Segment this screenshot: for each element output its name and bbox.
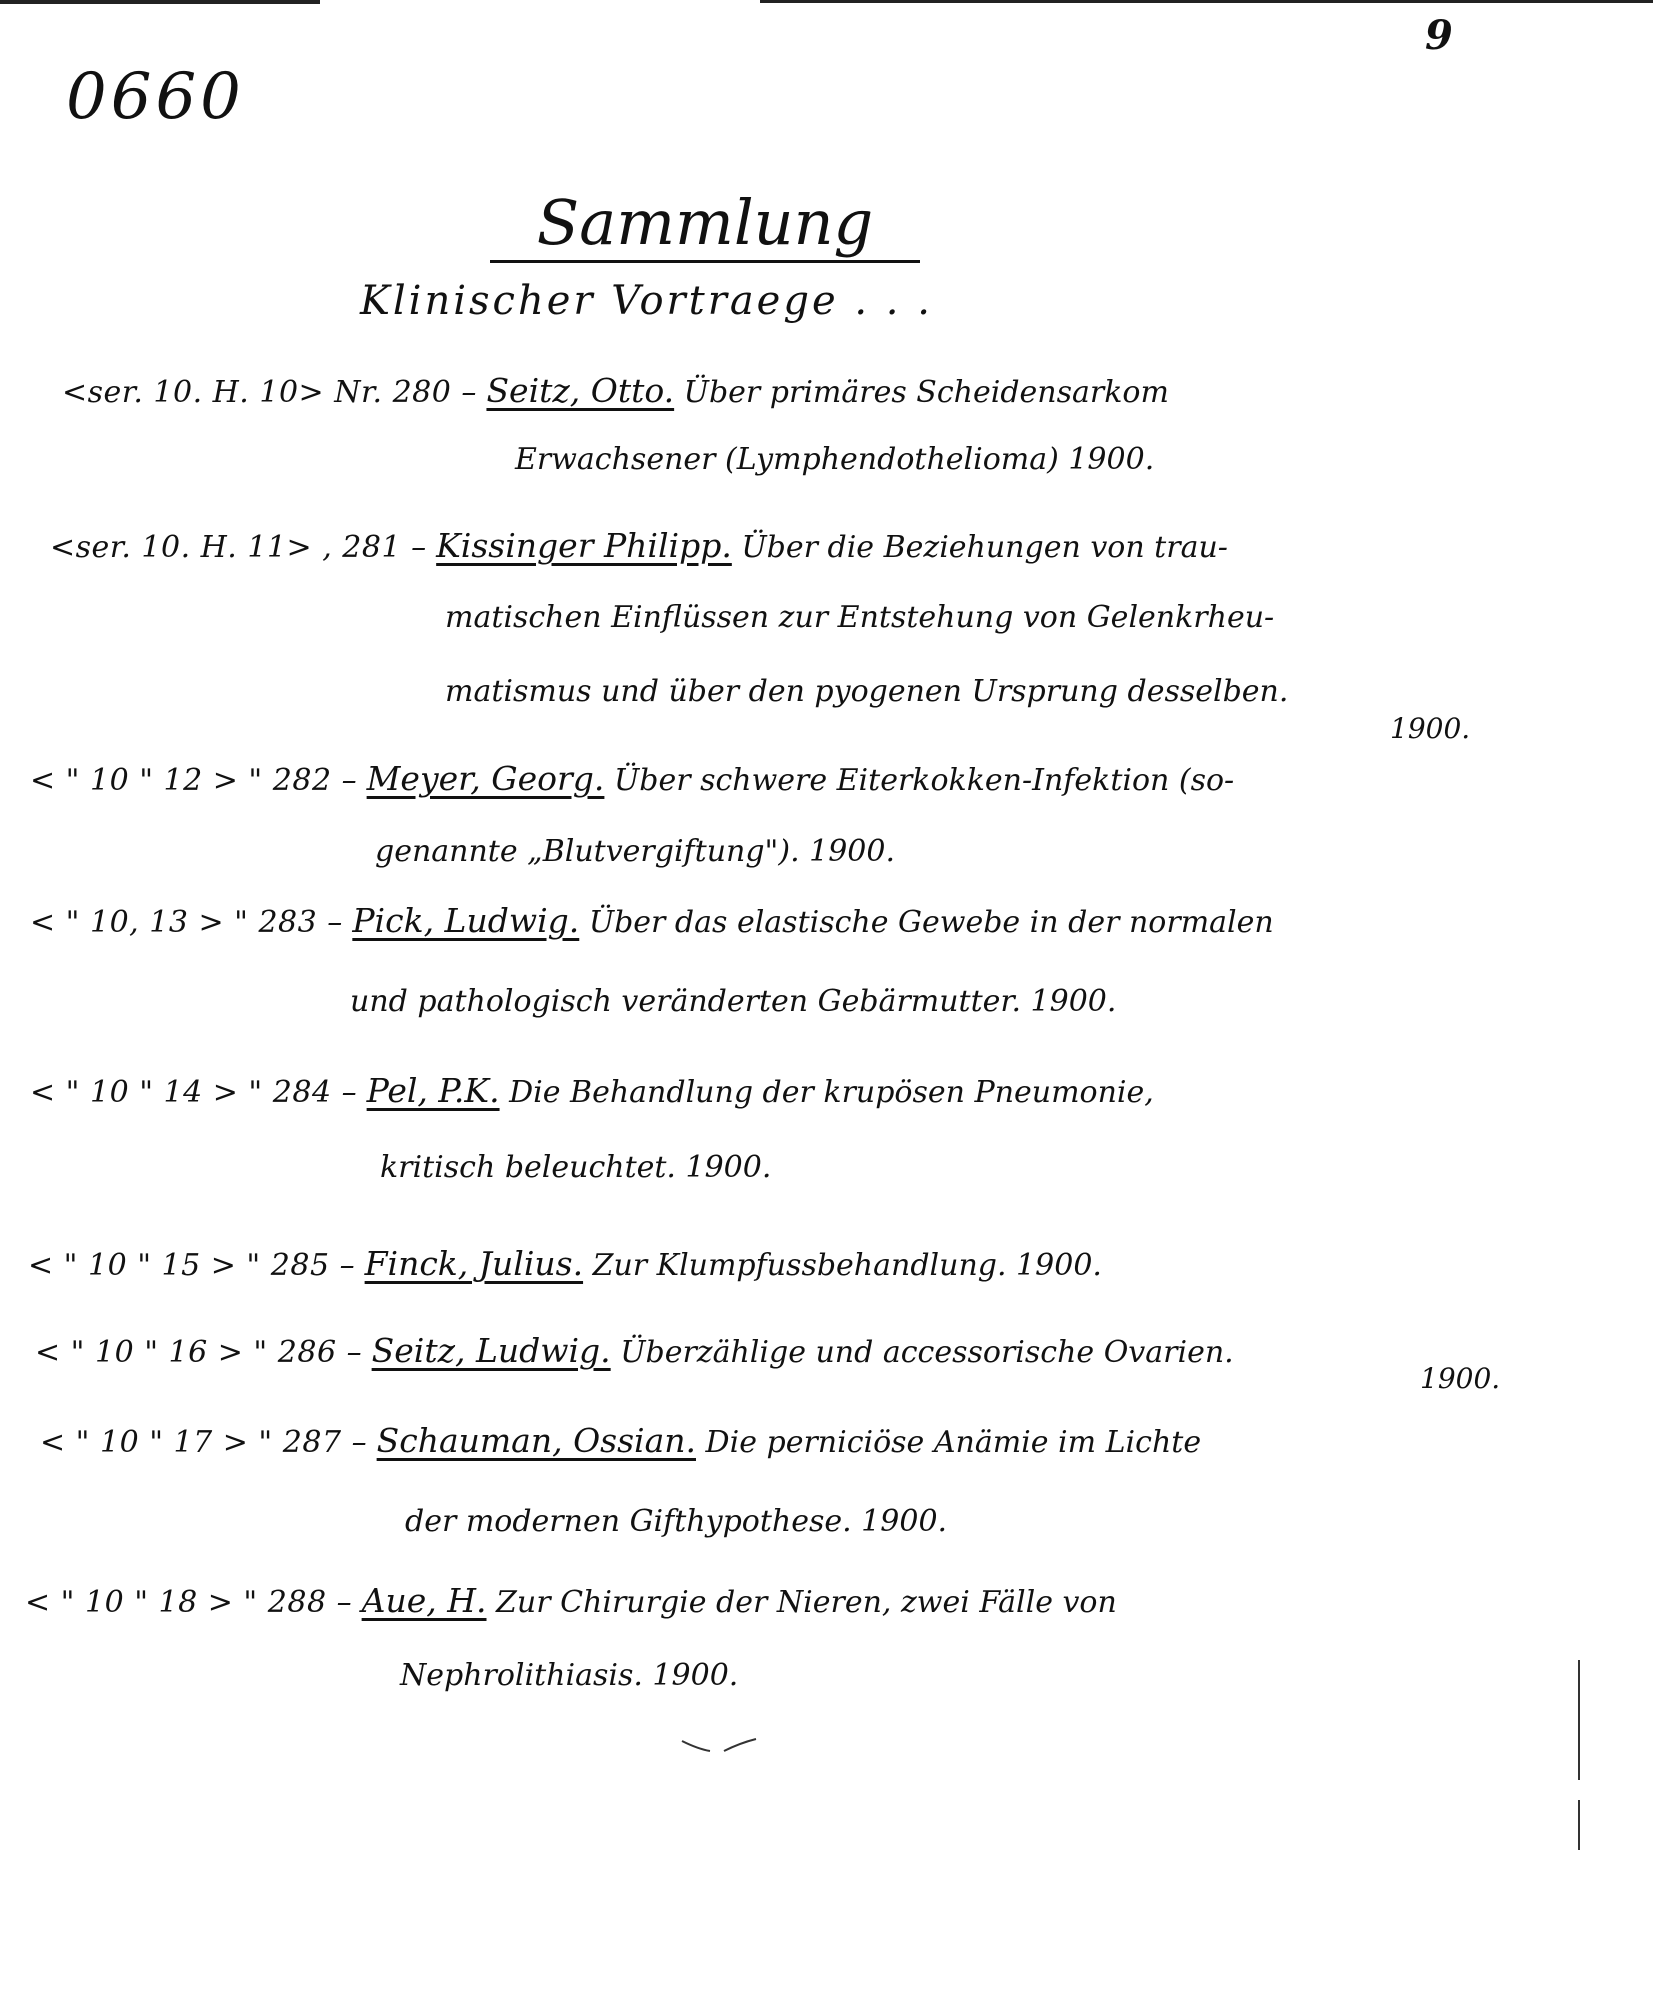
entry-reference: < " 10 " 15 > " 285 – xyxy=(28,1248,356,1283)
entry-author: Pick, Ludwig. xyxy=(352,901,580,940)
entry-reference: <ser. 10. H. 11> , 281 – xyxy=(50,530,427,565)
entry-title: Über primäres Scheidensarkom xyxy=(683,375,1169,410)
entry-continuation: kritisch beleuchtet. 1900. xyxy=(380,1150,772,1185)
entry-year: 1900. xyxy=(1420,1362,1501,1395)
entry-title: Die Behandlung der krupösen Pneumonie, xyxy=(509,1075,1154,1110)
entry-title: Die perniciöse Anämie im Lichte xyxy=(705,1425,1202,1460)
entry-title: Zur Chirurgie der Nieren, zwei Fälle von xyxy=(496,1585,1117,1620)
entry-title: Überzählige und accessorische Ovarien. xyxy=(620,1335,1234,1370)
entry-reference: < " 10 " 17 > " 287 – xyxy=(40,1425,368,1460)
list-item xyxy=(28,1233,1102,1297)
entry-reference: <ser. 10. H. 10> Nr. 280 – xyxy=(62,375,477,410)
entry-reference: < " 10 " 12 > " 282 – xyxy=(30,763,358,798)
page-number: 9 xyxy=(1425,12,1453,59)
entry-title: Über die Beziehungen von trau- xyxy=(741,530,1228,565)
entry-reference: < " 10 " 14 > " 284 – xyxy=(30,1075,358,1110)
entry-author: Meyer, Georg. xyxy=(366,759,605,798)
entry-continuation: genannte „Blutvergiftung"). 1900. xyxy=(375,834,896,869)
entry-title: Über das elastische Gewebe in der normalen xyxy=(588,905,1274,940)
entry-author: Pel, P.K. xyxy=(366,1071,500,1110)
entry-continuation: der modernen Gifthypothese. 1900. xyxy=(405,1504,948,1539)
margin-mark xyxy=(1578,1800,1580,1850)
entry-author: Seitz, Otto. xyxy=(486,371,675,410)
list-item xyxy=(50,515,1228,579)
entry-author: Finck, Julius. xyxy=(364,1244,584,1283)
entry-continuation: Nephrolithiasis. 1900. xyxy=(400,1658,739,1693)
entry-continuation: matischen Einflüssen zur Entstehung von Gelenkrheu- xyxy=(445,600,1275,635)
entry-year: 1900. xyxy=(1390,712,1471,745)
entry-author: Aue, H. xyxy=(361,1581,487,1620)
page-title: Sammlung xyxy=(490,188,920,263)
document-number: 0660 xyxy=(66,60,245,134)
entry-reference: < " 10 " 16 > " 286 – xyxy=(35,1335,363,1370)
top-edge-line xyxy=(0,0,320,4)
list-item xyxy=(62,360,1169,424)
list-item xyxy=(30,890,1274,954)
list-item xyxy=(30,1060,1154,1124)
entry-continuation: matismus und über den pyogenen Ursprung desselben. xyxy=(445,674,1289,709)
list-item xyxy=(35,1320,1234,1384)
entry-reference: < " 10 " 18 > " 288 – xyxy=(25,1585,353,1620)
entry-continuation: und pathologisch veränderten Gebärmutter. 1900. xyxy=(350,984,1117,1019)
margin-mark xyxy=(1578,1660,1580,1780)
page-subtitle: Klinischer Vortraege . . . xyxy=(360,278,933,324)
top-edge-line xyxy=(760,0,1653,3)
entry-reference: < " 10, 13 > " 283 – xyxy=(30,905,343,940)
list-item xyxy=(40,1410,1201,1474)
list-item xyxy=(25,1570,1117,1634)
entry-author: Seitz, Ludwig. xyxy=(371,1331,611,1370)
entry-author: Schauman, Ossian. xyxy=(376,1421,696,1460)
entry-continuation: Erwachsener (Lymphendothelioma) 1900. xyxy=(515,442,1155,477)
entry-title: Zur Klumpfussbehandlung. 1900. xyxy=(592,1248,1102,1283)
entry-author: Kissinger Philipp. xyxy=(436,526,732,565)
list-item xyxy=(30,748,1234,812)
end-mark xyxy=(680,1735,760,1765)
entry-title: Über schwere Eiterkokken-Infektion (so- xyxy=(613,763,1235,798)
